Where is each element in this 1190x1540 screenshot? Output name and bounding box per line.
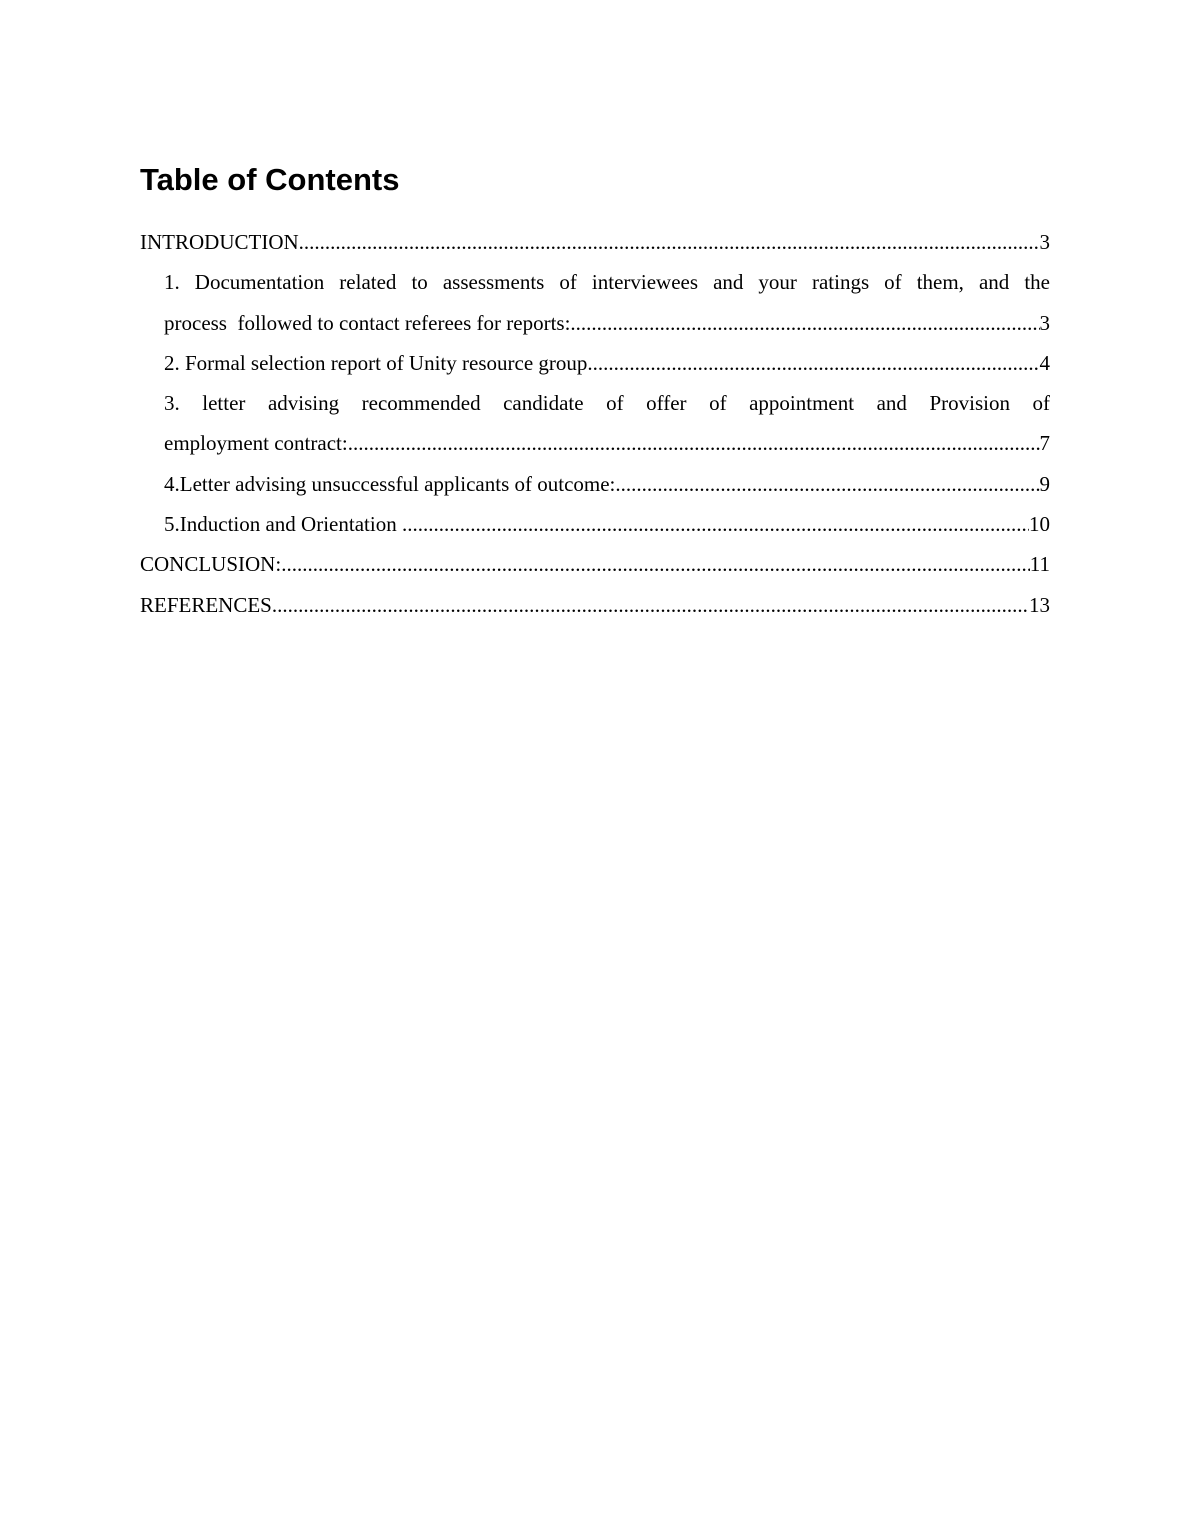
- toc-page-number: 11: [1029, 552, 1050, 577]
- toc-entry-line: [140, 544, 1050, 584]
- toc-entry-text: employment contract:: [164, 431, 348, 456]
- toc-entry-line: [164, 464, 1050, 504]
- dot-leader: [281, 544, 1030, 584]
- toc-entry-line: [164, 303, 1050, 343]
- dot-leader: [402, 504, 1029, 544]
- toc-entry-text: 2. Formal selection report of Unity resource group: [164, 350, 588, 375]
- toc-page-number: 9: [1039, 471, 1050, 496]
- dot-leader: [615, 464, 1039, 504]
- toc-entry-text: 5.Induction and Orientation: [164, 512, 402, 537]
- toc-entry[interactable]: [164, 464, 1050, 504]
- toc-page-number: 4: [1039, 350, 1050, 375]
- toc-entry[interactable]: [140, 544, 1050, 584]
- toc-entry-text: 4.Letter advising unsuccessful applicants of outcome:: [164, 471, 616, 496]
- toc-title: Table of Contents: [140, 162, 400, 197]
- toc-entry-line: [164, 504, 1050, 544]
- toc-entry-text: 1. Documentation related to assessments of interviewees and your ratings of them, and the: [164, 270, 1050, 295]
- toc-page-number: 13: [1029, 592, 1050, 617]
- toc-entry-text: process followed to contact referees for reports:: [164, 310, 571, 335]
- table-of-contents: [140, 222, 1050, 625]
- toc-entry-line: [164, 423, 1050, 463]
- toc-entry-line: [140, 222, 1050, 262]
- toc-page-number: 3: [1039, 310, 1050, 335]
- toc-entry[interactable]: [164, 504, 1050, 544]
- toc-entry-line: [140, 585, 1050, 625]
- toc-entry[interactable]: [164, 343, 1050, 383]
- toc-entry[interactable]: [164, 262, 1050, 343]
- dot-leader: [299, 222, 1040, 262]
- toc-entry-text: CONCLUSION:: [140, 552, 282, 577]
- toc-page-number: 7: [1039, 431, 1050, 456]
- toc-entry[interactable]: [164, 383, 1050, 464]
- toc-entry[interactable]: [140, 222, 1050, 262]
- dot-leader: [272, 585, 1029, 625]
- toc-entry[interactable]: [140, 585, 1050, 625]
- toc-entry-line: [164, 343, 1050, 383]
- toc-entry-text: INTRODUCTION: [140, 230, 299, 254]
- toc-entry-text: REFERENCES: [140, 592, 272, 617]
- toc-page-number: 3: [1039, 230, 1050, 254]
- dot-leader: [587, 343, 1039, 383]
- toc-page-number: 10: [1029, 512, 1050, 537]
- toc-entry-text: 3. letter advising recommended candidate of offer of appointment and Provision of: [164, 391, 1050, 416]
- dot-leader: [570, 303, 1039, 343]
- dot-leader: [348, 423, 1040, 463]
